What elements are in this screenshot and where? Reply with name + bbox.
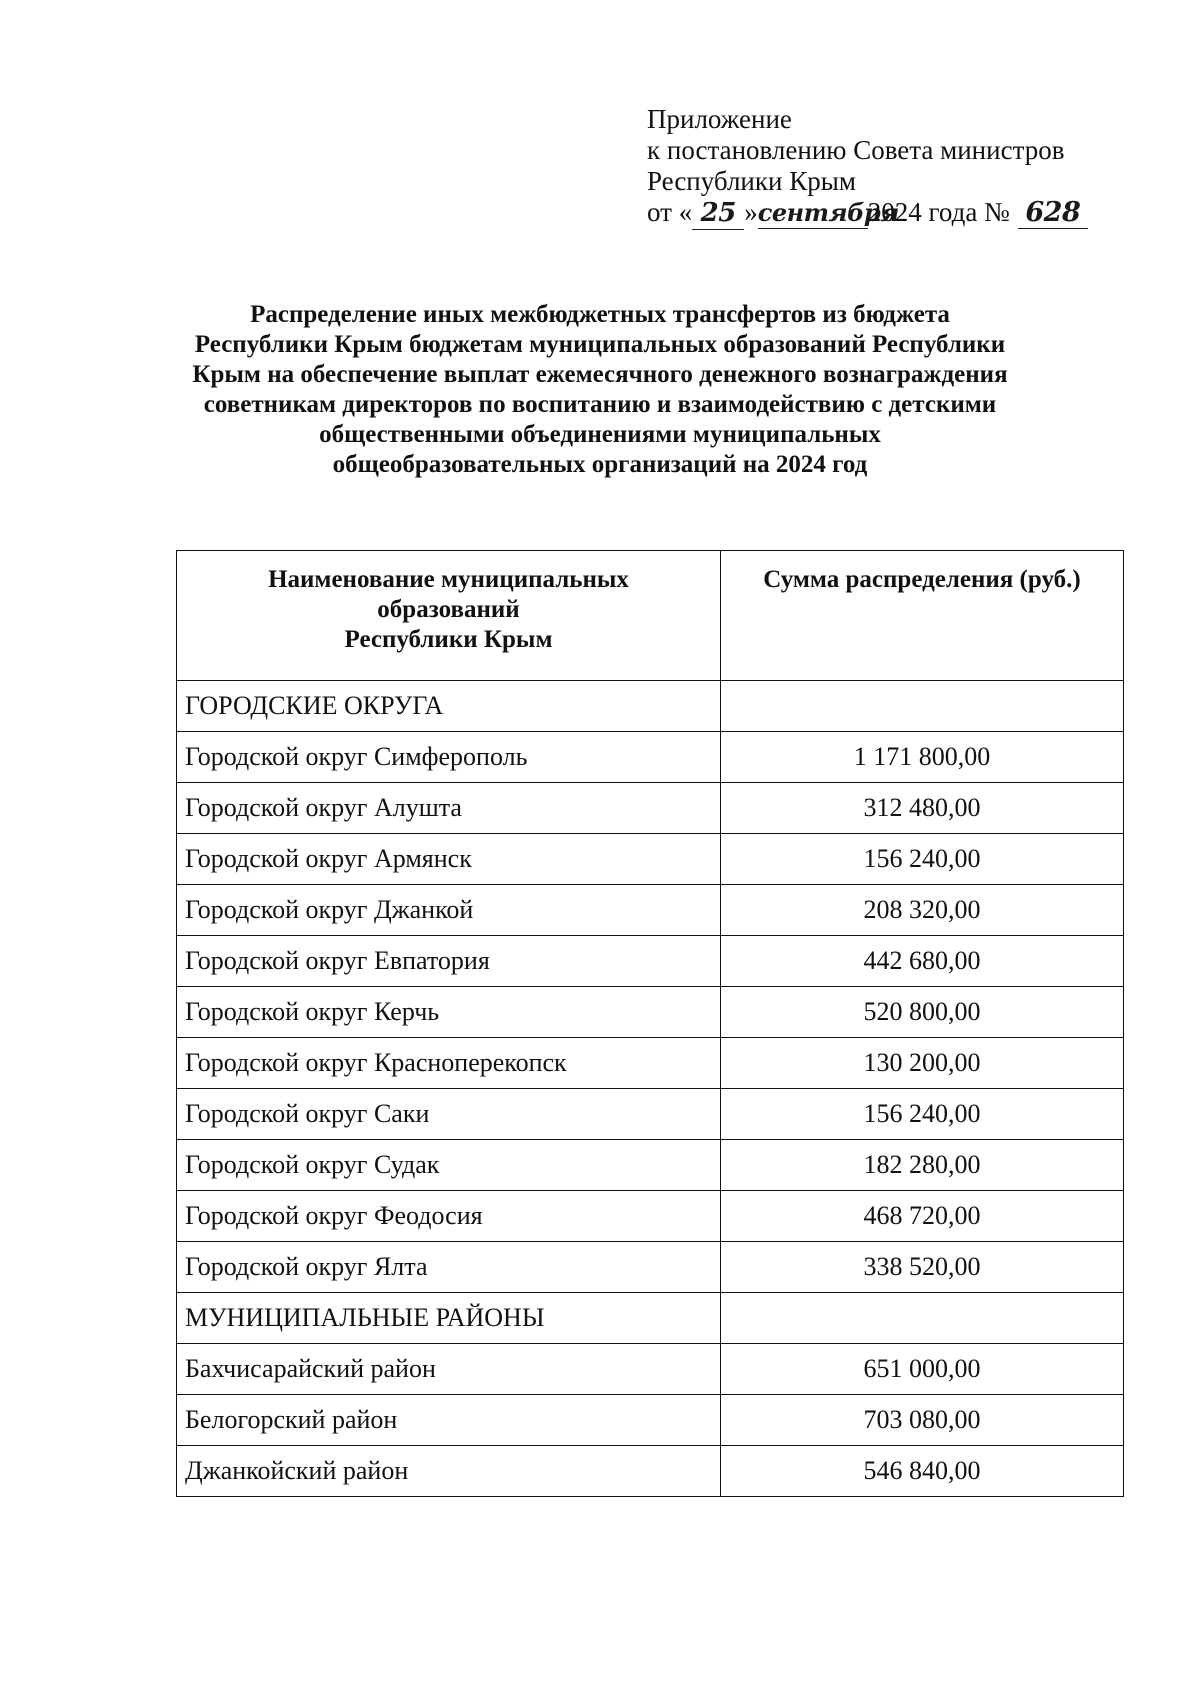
amount-value: 156 240,00: [721, 1089, 1124, 1140]
municipality-name: Городской округ Симферополь: [177, 732, 721, 783]
title-line: Крым на обеспечение выплат ежемесячного денежного вознаграждения: [192, 361, 1008, 388]
appendix-date-line: [647, 197, 1117, 230]
document-title: [160, 300, 1040, 480]
amount-value: 520 800,00: [721, 987, 1124, 1038]
municipality-name: Городской округ Ялта: [177, 1242, 721, 1293]
header-line: Наименование муниципальных: [268, 566, 629, 593]
appendix-reference: к постановлению Совета министров: [647, 135, 1065, 165]
title-line: общеобразовательных организаций на 2024 год: [332, 451, 868, 478]
table-row: [177, 783, 1124, 834]
amount-value: 182 280,00: [721, 1140, 1124, 1191]
amount-value: 208 320,00: [721, 885, 1124, 936]
municipality-name: Городской округ Феодосия: [177, 1191, 721, 1242]
municipality-name: Городской округ Джанкой: [177, 885, 721, 936]
title-line: советникам директоров по воспитанию и взаимодействию с детскими: [203, 391, 997, 418]
table-body: [177, 681, 1124, 1497]
amount-value: 1 171 800,00: [721, 732, 1124, 783]
appendix-label: Приложение: [647, 104, 792, 134]
municipality-name: МУНИЦИПАЛЬНЫЕ РАЙОНЫ: [177, 1293, 721, 1344]
municipality-name: Городской округ Евпатория: [177, 936, 721, 987]
municipality-name: Городской округ Керчь: [177, 987, 721, 1038]
amount-value: 546 840,00: [721, 1446, 1124, 1497]
amount-value: 130 200,00: [721, 1038, 1124, 1089]
table-row: [177, 1242, 1124, 1293]
table-row: [177, 987, 1124, 1038]
municipality-name: Городской округ Армянск: [177, 834, 721, 885]
table-row: [177, 885, 1124, 936]
table-row: [177, 834, 1124, 885]
amount-value: 703 080,00: [721, 1395, 1124, 1446]
amount-value: [721, 681, 1124, 732]
amount-value: 468 720,00: [721, 1191, 1124, 1242]
table-row: [177, 936, 1124, 987]
distribution-table: [176, 550, 1124, 1497]
amount-value: 338 520,00: [721, 1242, 1124, 1293]
table-row: [177, 1344, 1124, 1395]
amount-value: 651 000,00: [721, 1344, 1124, 1395]
appendix-header: [647, 104, 1117, 230]
appendix-republic: Республики Крым: [647, 166, 856, 196]
table-row: [177, 1395, 1124, 1446]
table-row: [177, 1446, 1124, 1497]
amount-value: 156 240,00: [721, 834, 1124, 885]
date-mid: »: [744, 197, 758, 227]
handwritten-month: сентября: [757, 198, 899, 227]
amount-value: [721, 1293, 1124, 1344]
handwritten-day: 25: [692, 198, 744, 230]
municipality-name: Джанкойский район: [177, 1446, 721, 1497]
header-line: образований: [377, 596, 520, 623]
municipality-name: Городской округ Красноперекопск: [177, 1038, 721, 1089]
table-row: [177, 732, 1124, 783]
table-row: [177, 1293, 1124, 1344]
table-header-row: [177, 551, 1124, 681]
municipality-name: Городской округ Алушта: [177, 783, 721, 834]
table-row: [177, 1038, 1124, 1089]
title-line: общественными объединениями муниципальных: [319, 421, 881, 448]
table-row: [177, 1089, 1124, 1140]
table-row: [177, 1191, 1124, 1242]
date-prefix: от «: [647, 197, 693, 227]
date-year: 2024 года №: [867, 197, 1010, 227]
handwritten-doc-number: 628: [1018, 197, 1088, 229]
municipality-name: Городской округ Судак: [177, 1140, 721, 1191]
municipality-name: Белогорский район: [177, 1395, 721, 1446]
header-municipality: [177, 551, 721, 681]
title-line: Республики Крым бюджетам муниципальных образований Республики: [194, 331, 1006, 358]
header-line: Республики Крым: [344, 626, 553, 653]
header-amount: Сумма распределения (руб.): [721, 551, 1124, 681]
municipality-name: Бахчисарайский район: [177, 1344, 721, 1395]
amount-value: 442 680,00: [721, 936, 1124, 987]
amount-value: 312 480,00: [721, 783, 1124, 834]
table-row: [177, 1140, 1124, 1191]
municipality-name: ГОРОДСКИЕ ОКРУГА: [177, 681, 721, 732]
table-row: [177, 681, 1124, 732]
title-line: Распределение иных межбюджетных трансфертов из бюджета: [250, 301, 950, 328]
municipality-name: Городской округ Саки: [177, 1089, 721, 1140]
